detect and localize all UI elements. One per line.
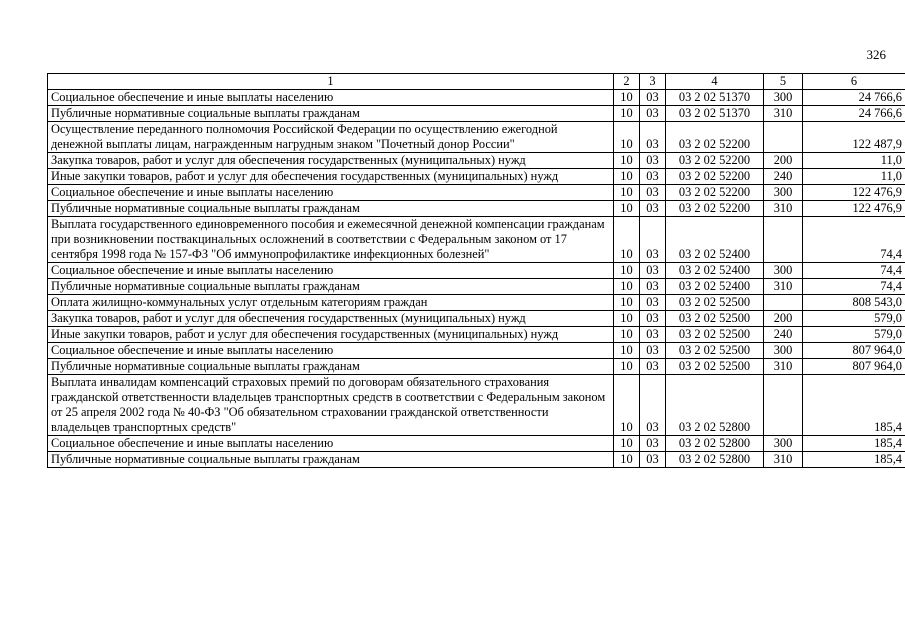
table-row [48, 201, 905, 217]
section-code-cell: 10 [614, 343, 640, 359]
table-row [48, 217, 905, 263]
amount-cell: 11,0 [803, 169, 905, 185]
table-row [48, 263, 905, 279]
table-row [48, 375, 905, 436]
row-name-cell: Социальное обеспечение и иные выплаты населению [48, 263, 614, 279]
table-row [48, 90, 905, 106]
row-name-cell: Закупка товаров, работ и услуг для обеспечения государственных (муниципальных) нужд [48, 153, 614, 169]
expense-type-code-cell: 240 [764, 327, 803, 343]
row-name-cell: Закупка товаров, работ и услуг для обеспечения государственных (муниципальных) нужд [48, 311, 614, 327]
table-row [48, 153, 905, 169]
amount-cell: 11,0 [803, 153, 905, 169]
section-code-cell: 10 [614, 452, 640, 468]
table-row [48, 122, 905, 153]
table-row [48, 436, 905, 452]
target-item-code-cell: 03 2 02 52400 [666, 263, 764, 279]
target-item-code-cell: 03 2 02 52800 [666, 436, 764, 452]
section-code-cell: 10 [614, 436, 640, 452]
column-header: 5 [764, 74, 803, 90]
table-row [48, 327, 905, 343]
section-code-cell: 10 [614, 217, 640, 263]
table-row [48, 169, 905, 185]
target-item-code-cell: 03 2 02 51370 [666, 106, 764, 122]
subsection-code-cell: 03 [640, 153, 666, 169]
table-row [48, 279, 905, 295]
amount-cell: 24 766,6 [803, 90, 905, 106]
expense-type-code-cell: 310 [764, 359, 803, 375]
section-code-cell: 10 [614, 279, 640, 295]
expense-type-code-cell [764, 122, 803, 153]
row-name-cell: Публичные нормативные социальные выплаты гражданам [48, 106, 614, 122]
section-code-cell: 10 [614, 106, 640, 122]
target-item-code-cell: 03 2 02 52800 [666, 375, 764, 436]
section-code-cell: 10 [614, 90, 640, 106]
expense-type-code-cell: 200 [764, 153, 803, 169]
target-item-code-cell: 03 2 02 52800 [666, 452, 764, 468]
target-item-code-cell: 03 2 02 52200 [666, 122, 764, 153]
target-item-code-cell: 03 2 02 52500 [666, 359, 764, 375]
row-name-cell: Публичные нормативные социальные выплаты гражданам [48, 452, 614, 468]
target-item-code-cell: 03 2 02 52500 [666, 311, 764, 327]
table-row [48, 185, 905, 201]
amount-cell: 185,4 [803, 436, 905, 452]
expense-type-code-cell: 200 [764, 311, 803, 327]
subsection-code-cell: 03 [640, 436, 666, 452]
table-row [48, 106, 905, 122]
column-header: 2 [614, 74, 640, 90]
section-code-cell: 10 [614, 311, 640, 327]
target-item-code-cell: 03 2 02 52200 [666, 185, 764, 201]
row-name-cell: Иные закупки товаров, работ и услуг для обеспечения государственных (муниципальных) нужд [48, 169, 614, 185]
subsection-code-cell: 03 [640, 217, 666, 263]
row-name-cell: Оплата жилищно-коммунальных услуг отдельным категориям граждан [48, 295, 614, 311]
expense-type-code-cell: 300 [764, 185, 803, 201]
amount-cell: 807 964,0 [803, 343, 905, 359]
section-code-cell: 10 [614, 263, 640, 279]
row-name-cell: Социальное обеспечение и иные выплаты населению [48, 185, 614, 201]
table-row [48, 452, 905, 468]
section-code-cell: 10 [614, 375, 640, 436]
section-code-cell: 10 [614, 201, 640, 217]
section-code-cell: 10 [614, 169, 640, 185]
expense-type-code-cell [764, 375, 803, 436]
expense-type-code-cell: 300 [764, 343, 803, 359]
amount-cell: 185,4 [803, 452, 905, 468]
amount-cell: 74,4 [803, 279, 905, 295]
target-item-code-cell: 03 2 02 52500 [666, 295, 764, 311]
target-item-code-cell: 03 2 02 52500 [666, 327, 764, 343]
subsection-code-cell: 03 [640, 263, 666, 279]
target-item-code-cell: 03 2 02 52400 [666, 217, 764, 263]
subsection-code-cell: 03 [640, 122, 666, 153]
subsection-code-cell: 03 [640, 295, 666, 311]
target-item-code-cell: 03 2 02 52200 [666, 169, 764, 185]
row-name-cell: Публичные нормативные социальные выплаты гражданам [48, 279, 614, 295]
subsection-code-cell: 03 [640, 169, 666, 185]
amount-cell: 808 543,0 [803, 295, 905, 311]
section-code-cell: 10 [614, 327, 640, 343]
target-item-code-cell: 03 2 02 52400 [666, 279, 764, 295]
page-number: 326 [866, 47, 886, 62]
expense-type-code-cell: 300 [764, 90, 803, 106]
table-row [48, 311, 905, 327]
amount-cell: 122 487,9 [803, 122, 905, 153]
row-name-cell: Осуществление переданного полномочия Российской Федерации по осуществлению ежегодной денежной выплаты лицам, награжденным нагрудным знаком "Почетный донор России" [48, 122, 614, 153]
row-name-cell: Публичные нормативные социальные выплаты гражданам [48, 201, 614, 217]
target-item-code-cell: 03 2 02 52500 [666, 343, 764, 359]
expense-type-code-cell: 310 [764, 106, 803, 122]
section-code-cell: 10 [614, 122, 640, 153]
target-item-code-cell: 03 2 02 51370 [666, 90, 764, 106]
expense-type-code-cell: 310 [764, 201, 803, 217]
section-code-cell: 10 [614, 185, 640, 201]
row-name-cell: Иные закупки товаров, работ и услуг для обеспечения государственных (муниципальных) нужд [48, 327, 614, 343]
subsection-code-cell: 03 [640, 452, 666, 468]
expense-type-code-cell: 310 [764, 452, 803, 468]
row-name-cell: Социальное обеспечение и иные выплаты населению [48, 436, 614, 452]
table-header-row [48, 74, 905, 90]
subsection-code-cell: 03 [640, 90, 666, 106]
amount-cell: 24 766,6 [803, 106, 905, 122]
expense-type-code-cell: 300 [764, 263, 803, 279]
column-header: 4 [666, 74, 764, 90]
amount-cell: 185,4 [803, 375, 905, 436]
amount-cell: 579,0 [803, 327, 905, 343]
target-item-code-cell: 03 2 02 52200 [666, 201, 764, 217]
section-code-cell: 10 [614, 295, 640, 311]
row-name-cell: Выплата инвалидам компенсаций страховых премий по договорам обязательного страхования гражданской ответственности владельцев транспортных средств в соответствии с Федеральным законом от 25 апреля 2002 года № 40-ФЗ "Об обязательном страховании гражданской ответственности владельцев транспортных средств" [48, 375, 614, 436]
amount-cell: 74,4 [803, 263, 905, 279]
subsection-code-cell: 03 [640, 359, 666, 375]
subsection-code-cell: 03 [640, 327, 666, 343]
column-header: 1 [48, 74, 614, 90]
amount-cell: 122 476,9 [803, 185, 905, 201]
budget-table-body [48, 74, 905, 468]
expense-type-code-cell [764, 217, 803, 263]
subsection-code-cell: 03 [640, 311, 666, 327]
row-name-cell: Публичные нормативные социальные выплаты гражданам [48, 359, 614, 375]
subsection-code-cell: 03 [640, 375, 666, 436]
column-header: 3 [640, 74, 666, 90]
amount-cell: 579,0 [803, 311, 905, 327]
row-name-cell: Выплата государственного единовременного пособия и ежемесячной денежной компенсации гражданам при возникновении поствакцинальных осложнений в соответствии с Федеральным законом от 17 сентября 1998 года № 157-ФЗ "Об иммунопрофилактике инфекционных болезней" [48, 217, 614, 263]
expense-type-code-cell [764, 295, 803, 311]
amount-cell: 74,4 [803, 217, 905, 263]
column-header: 6 [803, 74, 905, 90]
expense-type-code-cell: 240 [764, 169, 803, 185]
row-name-cell: Социальное обеспечение и иные выплаты населению [48, 343, 614, 359]
table-row [48, 359, 905, 375]
expense-type-code-cell: 300 [764, 436, 803, 452]
subsection-code-cell: 03 [640, 279, 666, 295]
amount-cell: 807 964,0 [803, 359, 905, 375]
table-row [48, 295, 905, 311]
section-code-cell: 10 [614, 359, 640, 375]
target-item-code-cell: 03 2 02 52200 [666, 153, 764, 169]
subsection-code-cell: 03 [640, 185, 666, 201]
section-code-cell: 10 [614, 153, 640, 169]
subsection-code-cell: 03 [640, 343, 666, 359]
table-row [48, 343, 905, 359]
row-name-cell: Социальное обеспечение и иные выплаты населению [48, 90, 614, 106]
amount-cell: 122 476,9 [803, 201, 905, 217]
expense-type-code-cell: 310 [764, 279, 803, 295]
subsection-code-cell: 03 [640, 106, 666, 122]
subsection-code-cell: 03 [640, 201, 666, 217]
budget-table [47, 73, 905, 468]
